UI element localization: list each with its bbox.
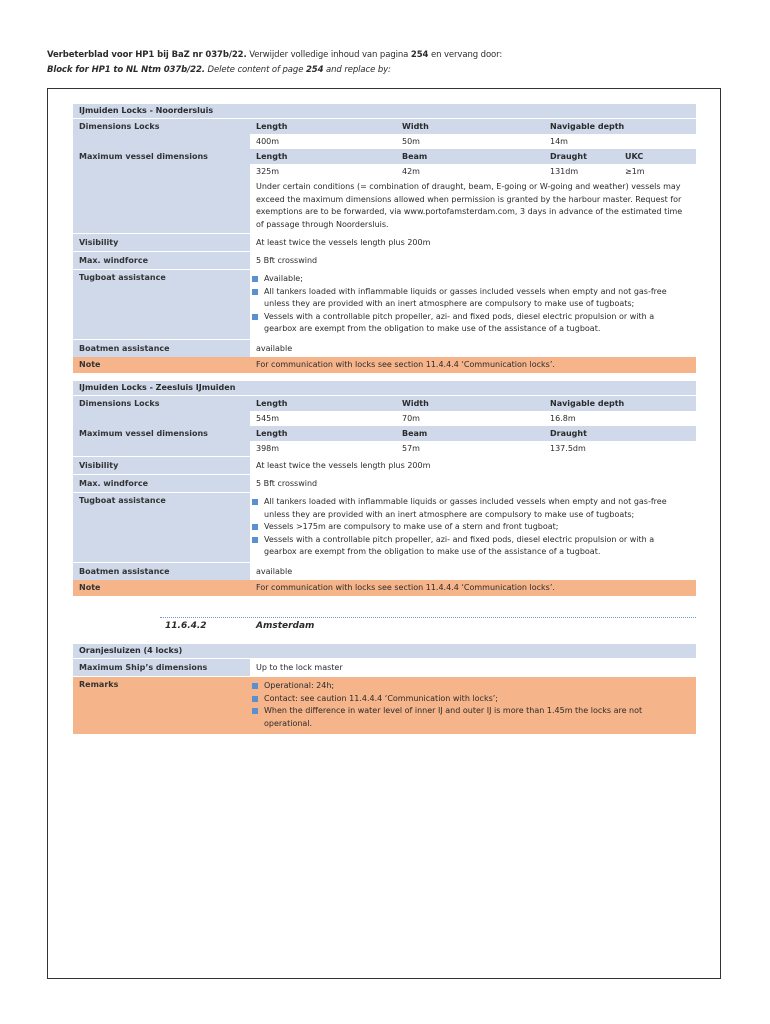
section-number: 11.6.4.2 bbox=[165, 621, 207, 631]
table-row bbox=[73, 658, 696, 676]
row-label: Tugboat assistance bbox=[73, 493, 250, 562]
cell: 42m bbox=[402, 167, 420, 176]
col-header: Navigable depth bbox=[550, 122, 625, 131]
cell: 5 Bft crosswind bbox=[256, 256, 318, 265]
col-header: Length bbox=[256, 122, 288, 131]
col-header: Length bbox=[256, 399, 288, 408]
col-header: Length bbox=[256, 152, 288, 161]
row-label: Boatmen assistance bbox=[79, 343, 170, 353]
list-item: Available; bbox=[250, 273, 688, 286]
cell: 398m bbox=[256, 444, 280, 453]
section-title: Amsterdam bbox=[256, 621, 315, 631]
bullet-icon bbox=[252, 524, 258, 530]
table-row bbox=[73, 441, 696, 456]
table-row bbox=[73, 456, 696, 474]
list-item: Vessels with a controllable pitch propeller, azi- and fixed pods, diesel electric propulsion or with a gearbox are exempt from the obligation to make use of the assistance of a tugboat. bbox=[250, 534, 688, 559]
col-header: UKC bbox=[625, 152, 644, 161]
list-item: When the difference in water level of inner IJ and outer IJ is more than 1.45m the locks are not operational. bbox=[250, 705, 688, 730]
bullet-icon bbox=[252, 314, 258, 320]
cell: ≥1m bbox=[625, 167, 645, 176]
header-dutch-tail: en vervang door: bbox=[430, 50, 503, 60]
cell: 137.5dm bbox=[550, 444, 586, 453]
header-dutch-bold: Verbeterblad voor HP1 bij BaZ nr 037b/22. bbox=[47, 50, 247, 60]
list-item: Vessels with a controllable pitch propeller, azi- and fixed pods, diesel electric propulsion or with a gearbox are exempt from the obligation to make use of the assistance of a tugboat. bbox=[250, 311, 688, 336]
col-header: Beam bbox=[402, 429, 428, 438]
table-row bbox=[73, 134, 696, 149]
row-label: Boatmen assistance bbox=[79, 566, 170, 576]
col-header: Length bbox=[256, 429, 288, 438]
table-title: Oranjesluizen (4 locks) bbox=[73, 644, 696, 658]
table-row bbox=[73, 474, 696, 492]
note-row bbox=[73, 580, 696, 596]
zeesluis-table bbox=[73, 381, 696, 596]
table-row bbox=[73, 562, 696, 580]
cell: 57m bbox=[402, 444, 420, 453]
table-row bbox=[73, 149, 696, 164]
list-item: All tankers loaded with inflammable liquids or gasses included vessels when empty and not gas-free unless they are provided with an inert atmosphere are compulsory to make use of tugboats; bbox=[250, 496, 688, 521]
row-label: Maximum vessel dimensions bbox=[79, 429, 208, 438]
cell: 14m bbox=[550, 137, 568, 146]
col-header: Draught bbox=[550, 152, 587, 161]
table-row bbox=[73, 411, 696, 426]
bullet-icon bbox=[252, 537, 258, 543]
col-header: Beam bbox=[402, 152, 428, 161]
table-row bbox=[73, 269, 696, 339]
table-title: IJmuiden Locks - Noordersluis bbox=[73, 104, 696, 118]
list-item: Contact: see caution 11.4.4.4 ‘Communication with locks’; bbox=[250, 693, 688, 706]
row-label: Remarks bbox=[79, 680, 119, 689]
row-label: Visibility bbox=[79, 238, 119, 247]
bullet-icon bbox=[252, 683, 258, 689]
header-english bbox=[47, 65, 391, 75]
cell: Up to the lock master bbox=[256, 663, 343, 672]
header-english-bold: Block for HP1 to NL Ntm 037b/22. bbox=[47, 65, 205, 75]
cell: 70m bbox=[402, 414, 420, 423]
cell: For communication with locks see section 11.4.4.4 ‘Communication locks’. bbox=[256, 359, 555, 369]
cell: 545m bbox=[256, 414, 280, 423]
cell: For communication with locks see section 11.4.4.4 ‘Communication locks’. bbox=[256, 582, 555, 592]
header-english-page: 254 bbox=[305, 65, 324, 75]
table-row bbox=[73, 233, 696, 251]
cell: 400m bbox=[256, 137, 280, 146]
row-label: Visibility bbox=[79, 461, 119, 470]
header-dutch-page: 254 bbox=[410, 50, 429, 60]
cell: 16.8m bbox=[550, 414, 576, 423]
list-item: Operational: 24h; bbox=[250, 680, 688, 693]
row-label: Max. windforce bbox=[79, 256, 148, 265]
col-header: Width bbox=[402, 399, 429, 408]
col-header: Navigable depth bbox=[550, 399, 625, 408]
table-row bbox=[73, 426, 696, 441]
header-english-tail: and replace by: bbox=[326, 65, 391, 75]
table-row bbox=[73, 164, 696, 233]
bullet-icon bbox=[252, 499, 258, 505]
col-header: Draught bbox=[550, 429, 587, 438]
table-row bbox=[73, 339, 696, 357]
cell: At least twice the vessels length plus 200m bbox=[256, 461, 431, 470]
bullet-icon bbox=[252, 276, 258, 282]
noordersluis-table bbox=[73, 104, 696, 373]
cell: 325m bbox=[256, 167, 280, 176]
oranjesluizen-table bbox=[73, 644, 696, 734]
header-english-text: Delete content of page bbox=[207, 65, 304, 75]
list-item: All tankers loaded with inflammable liquids or gasses included vessels when empty and not gas-free unless they are provided with an inert atmosphere are compulsory to make use of tugboats; bbox=[250, 286, 688, 311]
bullet-icon bbox=[252, 696, 258, 702]
row-label: Maximum vessel dimensions bbox=[79, 152, 208, 161]
cell: At least twice the vessels length plus 200m bbox=[256, 238, 431, 247]
cell: 5 Bft crosswind bbox=[256, 479, 318, 488]
header-dutch bbox=[47, 50, 502, 60]
row-label: Dimensions Locks bbox=[79, 122, 160, 131]
table-row bbox=[73, 118, 696, 134]
bullet-icon bbox=[252, 289, 258, 295]
row-label: Maximum Ship’s dimensions bbox=[79, 663, 208, 672]
col-header: Width bbox=[402, 122, 429, 131]
list-item: Vessels >175m are compulsory to make use of a stern and front tugboat; bbox=[250, 521, 688, 534]
section-divider bbox=[160, 617, 696, 618]
table-row bbox=[73, 251, 696, 269]
table-row bbox=[73, 395, 696, 411]
cell: 131dm bbox=[550, 167, 579, 176]
row-label: Dimensions Locks bbox=[79, 399, 160, 408]
vessel-note: Under certain conditions (= combination of draught, beam, E-going or W-going and weather) vessels may exceed the maximum dimensions allowed when permission is granted by the harbour master. Request for exemptions are to be forwarded, via www.portofamsterdam.com, 3 days in advance of the estimated time of passage through Noordersluis. bbox=[256, 182, 683, 229]
bullet-icon bbox=[252, 708, 258, 714]
note-row bbox=[73, 357, 696, 373]
row-label: Tugboat assistance bbox=[73, 270, 250, 339]
row-label: Note bbox=[79, 359, 101, 369]
row-label: Note bbox=[79, 582, 101, 592]
table-row bbox=[73, 492, 696, 562]
remarks-row bbox=[73, 676, 696, 734]
table-title: IJmuiden Locks - Zeesluis IJmuiden bbox=[73, 381, 696, 395]
cell: available bbox=[256, 566, 293, 576]
row-label: Max. windforce bbox=[79, 479, 148, 488]
cell: available bbox=[256, 343, 293, 353]
header-dutch-text: Verwijder volledige inhoud van pagina bbox=[249, 50, 409, 60]
cell: 50m bbox=[402, 137, 420, 146]
